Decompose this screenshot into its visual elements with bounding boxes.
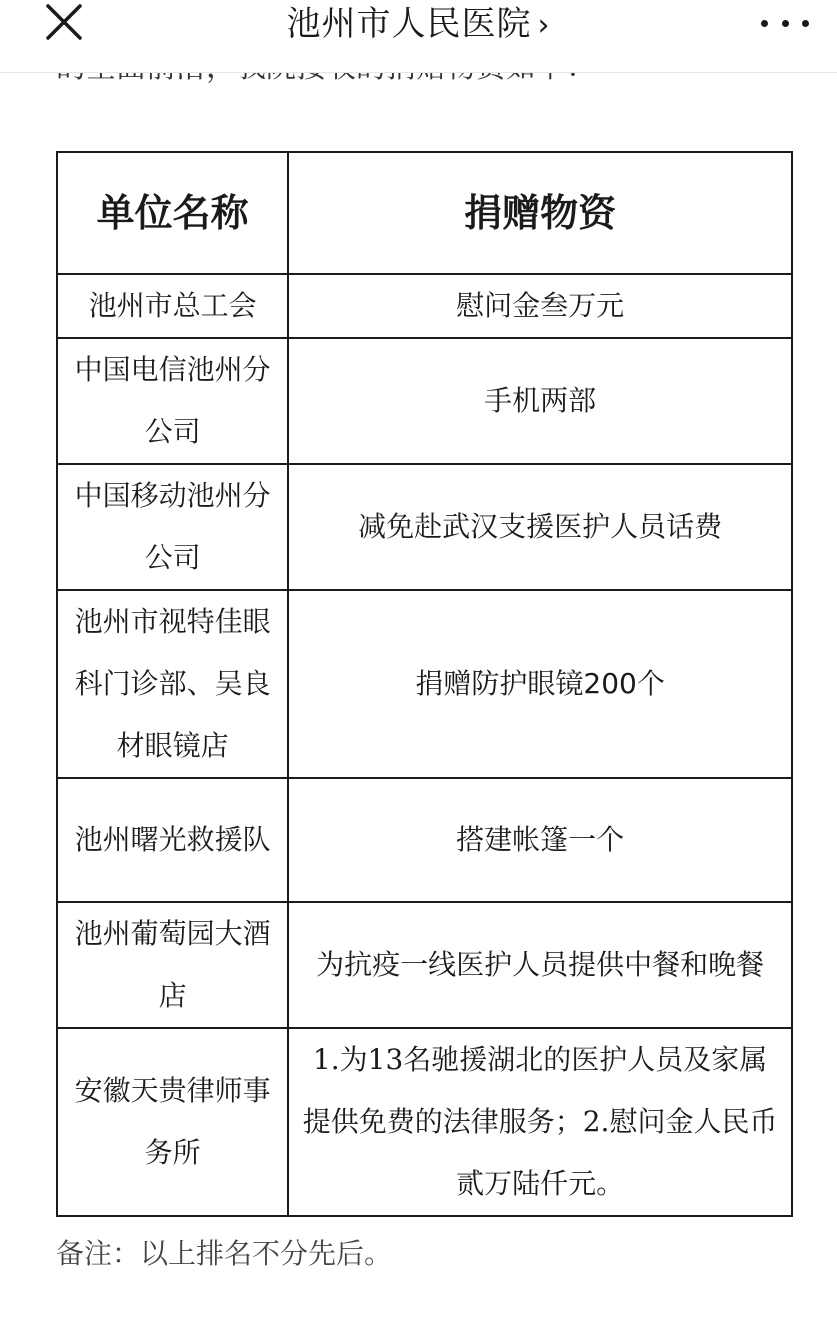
donation-table	[56, 151, 793, 1217]
table-row	[57, 1028, 792, 1216]
table-row	[57, 902, 792, 1028]
header-unit-name: 单位名称	[57, 152, 288, 274]
unit-cell: 池州市视特佳眼科门诊部、吴良材眼镜店	[57, 590, 288, 778]
footnote: 备注：以上排名不分先后。	[56, 1237, 393, 1270]
unit-cell: 池州葡萄园大酒店	[57, 902, 288, 1028]
unit-cell: 中国移动池州分公司	[57, 464, 288, 590]
page-title: 池州市人民医院	[286, 4, 532, 44]
items-cell: 1.为13名驰援湖北的医护人员及家属提供免费的法律服务；2.慰问金人民币贰万陆仟元。	[288, 1028, 792, 1216]
unit-cell: 中国电信池州分公司	[57, 338, 288, 464]
chevron-right-icon: ›	[537, 8, 551, 43]
items-cell: 慰问金叁万元	[288, 274, 792, 338]
header-donated-items: 捐赠物资	[288, 152, 792, 274]
account-title-link[interactable]	[0, 2, 837, 48]
unit-cell: 池州曙光救援队	[57, 778, 288, 902]
items-cell: 搭建帐篷一个	[288, 778, 792, 902]
table-row	[57, 274, 792, 338]
unit-cell: 安徽天贵律师事务所	[57, 1028, 288, 1216]
table-row	[57, 464, 792, 590]
more-options-button[interactable]	[761, 8, 809, 38]
table-header-row	[57, 152, 792, 274]
items-cell: 为抗疫一线医护人员提供中餐和晚餐	[288, 902, 792, 1028]
top-bar	[0, 0, 837, 73]
table-row	[57, 338, 792, 464]
table-row	[57, 590, 792, 778]
unit-cell: 池州市总工会	[57, 274, 288, 338]
items-cell: 减免赴武汉支援医护人员话费	[288, 464, 792, 590]
items-cell: 手机两部	[288, 338, 792, 464]
table-row	[57, 778, 792, 902]
more-dots-icon	[761, 20, 768, 27]
items-cell: 捐赠防护眼镜200个	[288, 590, 792, 778]
